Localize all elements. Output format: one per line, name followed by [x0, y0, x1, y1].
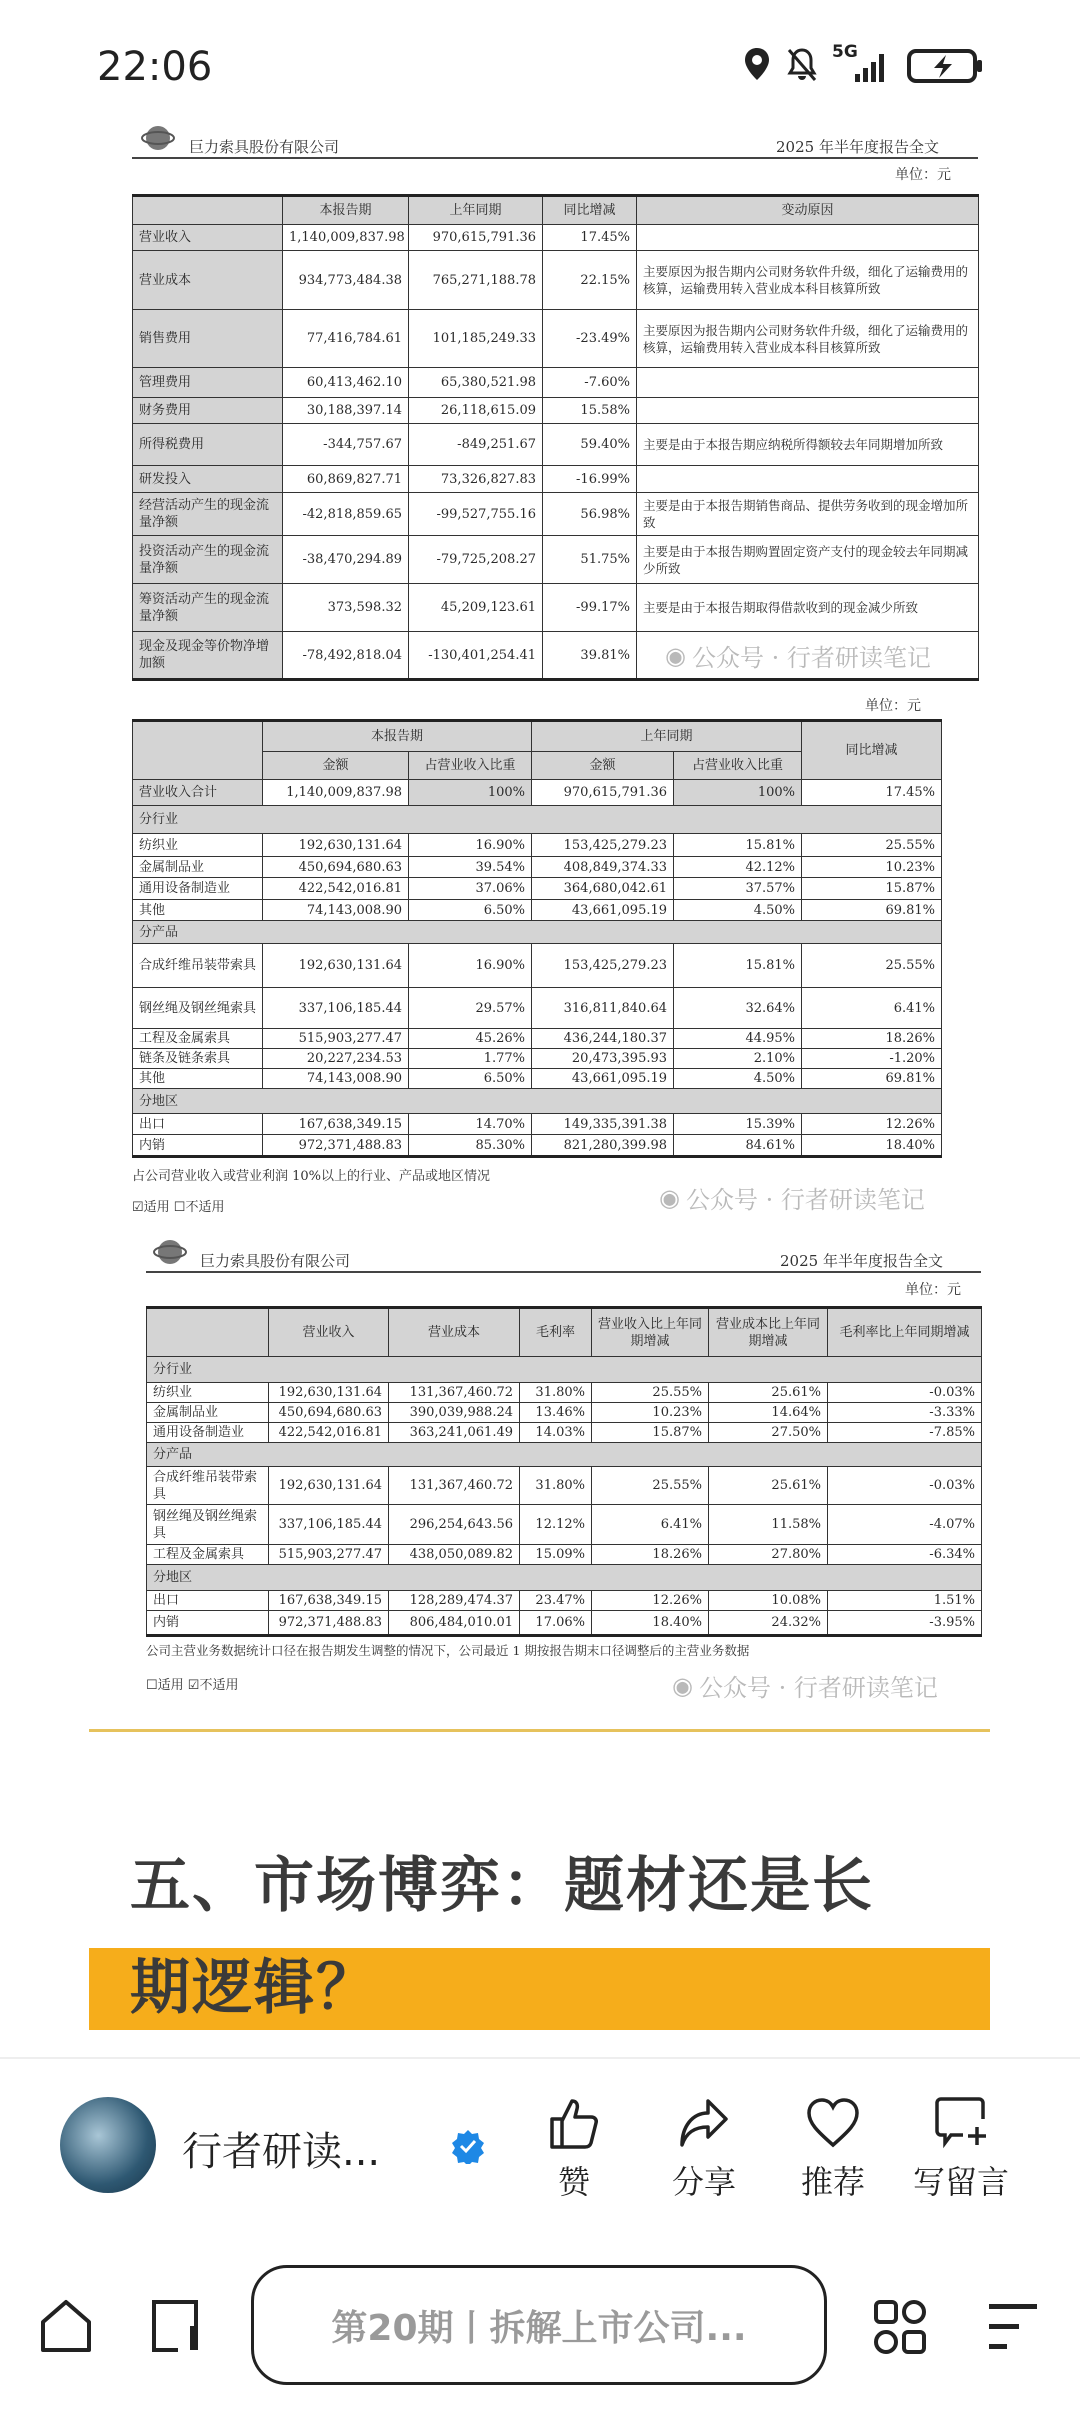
- item-label: 筹资活动产生的现金流量净额: [133, 584, 283, 632]
- section-row: [133, 806, 942, 834]
- column-header: 上年同期: [409, 196, 543, 225]
- cost: 363,241,061.49: [389, 1423, 520, 1443]
- yoy-change: 25.55%: [802, 834, 942, 857]
- yoy-change: 59.40%: [543, 424, 637, 466]
- current-share: 14.70%: [409, 1114, 532, 1135]
- item-label: 销售费用: [133, 310, 283, 368]
- cost: 131,367,460.72: [389, 1383, 520, 1403]
- yoy-change: 6.41%: [802, 988, 942, 1029]
- revenue: 167,638,349.15: [269, 1591, 389, 1611]
- revenue-yoy: 25.55%: [592, 1383, 709, 1403]
- current-period-value: -344,757.67: [283, 424, 409, 466]
- section-heading-line-2: 期逻辑？: [130, 1953, 378, 2023]
- change-reason: 主要原因为报告期内公司财务软件升级，细化了运输费用的核算，运输费用转入营业成本科目核算所致: [637, 251, 979, 310]
- current-share: 85.30%: [409, 1135, 532, 1157]
- revenue-yoy: 12.26%: [592, 1591, 709, 1611]
- table-row: [133, 424, 979, 466]
- table-row: [133, 1114, 942, 1135]
- item-label: 合成纤维吊装带索具: [147, 1467, 269, 1505]
- prior-period-value: 45,209,123.61: [409, 584, 543, 632]
- revenue-breakdown-table: [132, 719, 942, 1158]
- signal-icon: [835, 50, 895, 86]
- table-header-row: [133, 196, 979, 225]
- item-label: 合成纤维吊装带索具: [133, 944, 263, 988]
- company-logo-icon: [140, 120, 180, 152]
- cost-yoy: 25.61%: [709, 1383, 828, 1403]
- table-row: [133, 225, 979, 251]
- table-row: [133, 878, 942, 900]
- unit-label: 单位：元: [865, 698, 921, 714]
- header-rule: [146, 1271, 981, 1273]
- current-period-value: 77,416,784.61: [283, 310, 409, 368]
- table-row: [133, 834, 942, 857]
- prior-period-value: -79,725,208.27: [409, 536, 543, 584]
- current-amount: 422,542,016.81: [263, 878, 409, 900]
- current-share: 6.50%: [409, 900, 532, 921]
- yoy-change: 69.81%: [802, 900, 942, 921]
- cost-yoy: 25.61%: [709, 1467, 828, 1505]
- header-share: 占营业收入比重: [674, 752, 802, 780]
- change-reason: 主要是由于本报告期购置固定资产支付的现金较去年同期减少所致: [637, 536, 979, 584]
- prior-amount: 821,280,399.98: [532, 1135, 674, 1157]
- header-yoy: 同比增减: [802, 721, 942, 780]
- item-label: 链条及链条索具: [133, 1049, 263, 1069]
- section-label: 分产品: [133, 921, 942, 944]
- margin-yoy: -0.03%: [828, 1467, 982, 1505]
- current-amount: 337,106,185.44: [263, 988, 409, 1029]
- item-label: 其他: [133, 900, 263, 921]
- table-row: [147, 1611, 982, 1636]
- item-label: 现金及现金等价物净增加额: [133, 632, 283, 680]
- item-label: 钢丝绳及钢丝绳索具: [133, 988, 263, 1029]
- table-row: [147, 1545, 982, 1565]
- yoy-change: -16.99%: [543, 466, 637, 493]
- current-period-value: -38,470,294.89: [283, 536, 409, 584]
- item-label: 研发投入: [133, 466, 283, 493]
- current-amount: 192,630,131.64: [263, 834, 409, 857]
- column-header: 毛利率: [520, 1308, 592, 1357]
- home-icon[interactable]: [38, 2298, 94, 2354]
- yoy-change: 15.87%: [802, 878, 942, 900]
- gross-margin: 31.80%: [520, 1383, 592, 1403]
- table-row: [133, 988, 942, 1029]
- yoy-change: 12.26%: [802, 1114, 942, 1135]
- revenue: 337,106,185.44: [269, 1505, 389, 1545]
- prior-amount: 436,244,180.37: [532, 1029, 674, 1049]
- item-label: 出口: [147, 1591, 269, 1611]
- cost-yoy: 14.64%: [709, 1403, 828, 1423]
- share-arrow-icon: [676, 2095, 732, 2151]
- revenue: 192,630,131.64: [269, 1467, 389, 1505]
- cost: 438,050,089.82: [389, 1545, 520, 1565]
- table-row: [133, 310, 979, 368]
- cost: 128,289,474.37: [389, 1591, 520, 1611]
- like-button[interactable]: 赞: [519, 2095, 629, 2203]
- current-period-value: 1,140,009,837.98: [283, 225, 409, 251]
- current-amount: 192,630,131.64: [263, 944, 409, 988]
- table-row: [133, 900, 942, 921]
- yoy-change: 15.58%: [543, 398, 637, 424]
- header-rule: [132, 157, 978, 159]
- report-title: 2025 年半年度报告全文: [780, 1252, 943, 1270]
- table-row: [147, 1591, 982, 1611]
- item-label: 营业收入合计: [133, 780, 263, 806]
- column-header: 变动原因: [637, 196, 979, 225]
- yoy-change: -99.17%: [543, 584, 637, 632]
- page-title: 第20期丨拆解上市公司...: [331, 2307, 747, 2349]
- prior-share: 15.81%: [674, 944, 802, 988]
- revenue: 515,903,277.47: [269, 1545, 389, 1565]
- cost: 296,254,643.56: [389, 1505, 520, 1545]
- prior-share: 32.64%: [674, 988, 802, 1029]
- prior-amount: 153,425,279.23: [532, 944, 674, 988]
- comment-button[interactable]: 写留言: [906, 2095, 1016, 2203]
- prior-period-value: -99,527,755.16: [409, 493, 543, 536]
- yoy-change: 18.40%: [802, 1135, 942, 1157]
- section-divider: [89, 1729, 990, 1732]
- header-amount: 金额: [532, 752, 674, 780]
- current-share: 45.26%: [409, 1029, 532, 1049]
- item-label: 工程及金属索具: [147, 1545, 269, 1565]
- menu-icon[interactable]: [985, 2300, 1041, 2354]
- prior-period-value: -849,251.67: [409, 424, 543, 466]
- cost-yoy: 24.32%: [709, 1611, 828, 1636]
- header-current-period: 本报告期: [263, 721, 532, 752]
- item-label: 纺织业: [133, 834, 263, 857]
- revenue: 450,694,680.63: [269, 1403, 389, 1423]
- item-label: 经营活动产生的现金流量净额: [133, 493, 283, 536]
- prior-share: 44.95%: [674, 1029, 802, 1049]
- table-row: [133, 493, 979, 536]
- current-amount: 167,638,349.15: [263, 1114, 409, 1135]
- prior-period-value: 73,326,827.83: [409, 466, 543, 493]
- company-name: 巨力索具股份有限公司: [200, 1252, 351, 1270]
- table-note: 占公司营业收入或营业利润 10%以上的行业、产品或地区情况: [132, 1169, 491, 1184]
- section-row: [147, 1565, 982, 1591]
- column-header: [133, 196, 283, 225]
- change-reason: [637, 398, 979, 424]
- prior-share: 15.39%: [674, 1114, 802, 1135]
- address-bar[interactable]: [251, 2265, 827, 2385]
- unit-label: 单位：元: [905, 1282, 961, 1298]
- revenue-yoy: 25.55%: [592, 1467, 709, 1505]
- current-share: 39.54%: [409, 857, 532, 878]
- prior-period-value: 970,615,791.36: [409, 225, 543, 251]
- header-share: 占营业收入比重: [409, 752, 532, 780]
- prior-period-value: 26,118,615.09: [409, 398, 543, 424]
- yoy-change: 17.45%: [543, 225, 637, 251]
- margin-yoy: 1.51%: [828, 1591, 982, 1611]
- verified-badge-icon: [450, 2128, 486, 2164]
- cost-yoy: 10.08%: [709, 1591, 828, 1611]
- yoy-change: 56.98%: [543, 493, 637, 536]
- item-label: 纺织业: [147, 1383, 269, 1403]
- section-label: 分行业: [147, 1357, 982, 1383]
- item-label: 金属制品业: [147, 1403, 269, 1423]
- table-row: [133, 1069, 942, 1089]
- yoy-change: 17.45%: [802, 780, 942, 806]
- column-header: 营业成本: [389, 1308, 520, 1357]
- segment-margin-table: [146, 1306, 982, 1637]
- financial-changes-table: [132, 194, 979, 681]
- current-period-value: 60,413,462.10: [283, 368, 409, 398]
- prior-amount: 43,661,095.19: [532, 1069, 674, 1089]
- margin-yoy: -6.34%: [828, 1545, 982, 1565]
- table-row: [133, 368, 979, 398]
- prior-amount: 316,811,840.64: [532, 988, 674, 1029]
- prior-amount: 408,849,374.33: [532, 857, 674, 878]
- heart-icon: [805, 2095, 861, 2151]
- gross-margin: 14.03%: [520, 1423, 592, 1443]
- gross-margin: 23.47%: [520, 1591, 592, 1611]
- revenue-yoy: 10.23%: [592, 1403, 709, 1423]
- table-row: [147, 1423, 982, 1443]
- wechat-icon: ◉: [665, 641, 686, 670]
- revenue: 192,630,131.64: [269, 1383, 389, 1403]
- section-row: [133, 1089, 942, 1114]
- column-header: 营业成本比上年同期增减: [709, 1308, 828, 1357]
- column-header: 本报告期: [283, 196, 409, 225]
- table-row: [133, 466, 979, 493]
- company-name: 巨力索具股份有限公司: [189, 138, 340, 156]
- applicability-checkbox: ☑适用 ☐不适用: [132, 1200, 225, 1215]
- gross-margin: 12.12%: [520, 1505, 592, 1545]
- prior-share: 37.57%: [674, 878, 802, 900]
- prior-amount: 364,680,042.61: [532, 878, 674, 900]
- cost-yoy: 27.80%: [709, 1545, 828, 1565]
- table-row: [133, 584, 979, 632]
- table-row: [147, 1467, 982, 1505]
- item-label: 管理费用: [133, 368, 283, 398]
- revenue: 972,371,488.83: [269, 1611, 389, 1636]
- header-blank: [133, 721, 263, 780]
- current-amount: 74,143,008.90: [263, 1069, 409, 1089]
- yoy-change: 69.81%: [802, 1069, 942, 1089]
- network-type: 5G: [832, 42, 858, 62]
- item-label: 内销: [147, 1611, 269, 1636]
- current-period-value: 60,869,827.71: [283, 466, 409, 493]
- prior-amount: 43,661,095.19: [532, 900, 674, 921]
- header-amount: 金额: [263, 752, 409, 780]
- yoy-change: 51.75%: [543, 536, 637, 584]
- prior-amount: 153,425,279.23: [532, 834, 674, 857]
- table-row: [133, 1029, 942, 1049]
- current-amount: 1,140,009,837.98: [263, 780, 409, 806]
- location-icon: [742, 46, 772, 82]
- column-header: 同比增减: [543, 196, 637, 225]
- current-share: 1.77%: [409, 1049, 532, 1069]
- current-share: 6.50%: [409, 1069, 532, 1089]
- cost-yoy: 27.50%: [709, 1423, 828, 1443]
- change-reason: [637, 466, 979, 493]
- change-reason: 主要是由于本报告期销售商品、提供劳务收到的现金增加所致: [637, 493, 979, 536]
- item-label: 营业收入: [133, 225, 283, 251]
- prior-share: 15.81%: [674, 834, 802, 857]
- watermark: ◉ 公众号 · 行者研读笔记: [659, 1183, 925, 1214]
- table-row: [133, 780, 942, 806]
- battery-charging-icon: [906, 48, 986, 84]
- prior-share: 42.12%: [674, 857, 802, 878]
- table-row: [147, 1403, 982, 1423]
- yoy-change: 10.23%: [802, 857, 942, 878]
- table-row: [147, 1505, 982, 1545]
- table-row: [133, 857, 942, 878]
- item-label: 出口: [133, 1114, 263, 1135]
- current-period-value: 373,598.32: [283, 584, 409, 632]
- prior-period-value: 101,185,249.33: [409, 310, 543, 368]
- current-amount: 20,227,234.53: [263, 1049, 409, 1069]
- current-share: 100%: [409, 780, 532, 806]
- margin-yoy: -3.33%: [828, 1403, 982, 1423]
- yoy-change: 39.81%: [543, 632, 637, 680]
- revenue-yoy: 15.87%: [592, 1423, 709, 1443]
- watermark: ◉ 公众号 · 行者研读笔记: [665, 641, 931, 672]
- column-header: [147, 1308, 269, 1357]
- gross-margin: 17.06%: [520, 1611, 592, 1636]
- prior-period-value: 765,271,188.78: [409, 251, 543, 310]
- section-label: 分产品: [147, 1443, 982, 1467]
- change-reason: [637, 225, 979, 251]
- wechat-icon: ◉: [672, 1671, 693, 1700]
- cost: 806,484,010.01: [389, 1611, 520, 1636]
- item-label: 工程及金属索具: [133, 1029, 263, 1049]
- prior-share: 4.50%: [674, 900, 802, 921]
- share-button[interactable]: 分享: [649, 2095, 759, 2203]
- item-label: 钢丝绳及钢丝绳索具: [147, 1505, 269, 1545]
- yoy-change: 18.26%: [802, 1029, 942, 1049]
- yoy-change: -23.49%: [543, 310, 637, 368]
- section-row: [133, 921, 942, 944]
- author-avatar[interactable]: [60, 2097, 156, 2193]
- prior-amount: 20,473,395.93: [532, 1049, 674, 1069]
- item-label: 其他: [133, 1069, 263, 1089]
- table-row: [133, 944, 942, 988]
- table-header-row: [147, 1308, 982, 1357]
- mute-bell-icon: [785, 46, 819, 82]
- item-label: 金属制品业: [133, 857, 263, 878]
- gross-margin: 31.80%: [520, 1467, 592, 1505]
- margin-yoy: -7.85%: [828, 1423, 982, 1443]
- table-row: [147, 1383, 982, 1403]
- current-share: 16.90%: [409, 834, 532, 857]
- current-period-value: 30,188,397.14: [283, 398, 409, 424]
- unit-label: 单位：元: [895, 167, 951, 183]
- gross-margin: 15.09%: [520, 1545, 592, 1565]
- status-time: 22:06: [97, 44, 213, 90]
- item-label: 财务费用: [133, 398, 283, 424]
- item-label: 内销: [133, 1135, 263, 1157]
- current-share: 29.57%: [409, 988, 532, 1029]
- change-reason: 主要原因为报告期内公司财务软件升级，细化了运输费用的核算，运输费用转入营业成本科目核算所致: [637, 310, 979, 368]
- prior-share: 4.50%: [674, 1069, 802, 1089]
- section-label: 分行业: [133, 806, 942, 834]
- revenue-yoy: 18.40%: [592, 1611, 709, 1636]
- table-row: [133, 536, 979, 584]
- section-row: [147, 1357, 982, 1383]
- header-prior-period: 上年同期: [532, 721, 802, 752]
- revenue-yoy: 6.41%: [592, 1505, 709, 1545]
- current-amount: 450,694,680.63: [263, 857, 409, 878]
- section-label: 分地区: [133, 1089, 942, 1114]
- current-amount: 74,143,008.90: [263, 900, 409, 921]
- revenue-yoy: 18.26%: [592, 1545, 709, 1565]
- thumbs-up-icon: [546, 2095, 602, 2151]
- change-reason: 主要是由于本报告期应纳税所得额较去年同期增加所致: [637, 424, 979, 466]
- recommend-button[interactable]: 推荐: [778, 2095, 888, 2203]
- wechat-icon: ◉: [659, 1183, 680, 1212]
- margin-yoy: -3.95%: [828, 1611, 982, 1636]
- table-row: [133, 1135, 942, 1157]
- yoy-change: 22.15%: [543, 251, 637, 310]
- current-amount: 972,371,488.83: [263, 1135, 409, 1157]
- prior-period-value: 65,380,521.98: [409, 368, 543, 398]
- action-bar-divider: [0, 2057, 1080, 2059]
- yoy-change: -1.20%: [802, 1049, 942, 1069]
- section-row: [147, 1443, 982, 1467]
- prior-amount: 149,335,391.38: [532, 1114, 674, 1135]
- current-share: 37.06%: [409, 878, 532, 900]
- cost-yoy: 11.58%: [709, 1505, 828, 1545]
- company-logo-icon: [152, 1234, 192, 1266]
- current-period-value: -42,818,859.65: [283, 493, 409, 536]
- author-name[interactable]: 行者研读...: [182, 2129, 381, 2175]
- gross-margin: 13.46%: [520, 1403, 592, 1423]
- prior-share: 2.10%: [674, 1049, 802, 1069]
- item-label: 通用设备制造业: [147, 1423, 269, 1443]
- revenue: 422,542,016.81: [269, 1423, 389, 1443]
- prior-amount: 970,615,791.36: [532, 780, 674, 806]
- applicability-checkbox: ☐适用 ☑不适用: [146, 1678, 239, 1693]
- current-period-value: -78,492,818.04: [283, 632, 409, 680]
- item-label: 通用设备制造业: [133, 878, 263, 900]
- item-label: 所得税费用: [133, 424, 283, 466]
- watermark: ◉ 公众号 · 行者研读笔记: [672, 1671, 938, 1702]
- change-reason: 主要是由于本报告期取得借款收到的现金减少所致: [637, 584, 979, 632]
- table-row: [133, 251, 979, 310]
- column-header: 毛利率比上年同期增减: [828, 1308, 982, 1357]
- apps-grid-icon[interactable]: [872, 2298, 930, 2356]
- column-header: 营业收入比上年同期增减: [592, 1308, 709, 1357]
- section-heading-line-1: 五、市场博弈：题材还是长: [130, 1851, 874, 1921]
- change-reason: [637, 368, 979, 398]
- margin-yoy: -4.07%: [828, 1505, 982, 1545]
- item-label: 营业成本: [133, 251, 283, 310]
- item-label: 投资活动产生的现金流量净额: [133, 536, 283, 584]
- table-row: [133, 1049, 942, 1069]
- current-period-value: 934,773,484.38: [283, 251, 409, 310]
- cost: 390,039,988.24: [389, 1403, 520, 1423]
- table-note: 公司主营业务数据统计口径在报告期发生调整的情况下，公司最近 1 期按报告期末口径调整后的主营业务数据: [146, 1643, 750, 1658]
- report-title: 2025 年半年度报告全文: [776, 138, 939, 156]
- margin-yoy: -0.03%: [828, 1383, 982, 1403]
- table-row: [133, 398, 979, 424]
- tabs-icon[interactable]: [148, 2298, 204, 2354]
- column-header: 营业收入: [269, 1308, 389, 1357]
- current-share: 16.90%: [409, 944, 532, 988]
- cost: 131,367,460.72: [389, 1467, 520, 1505]
- yoy-change: -7.60%: [543, 368, 637, 398]
- prior-period-value: -130,401,254.41: [409, 632, 543, 680]
- current-amount: 515,903,277.47: [263, 1029, 409, 1049]
- prior-share: 100%: [674, 780, 802, 806]
- section-label: 分地区: [147, 1565, 982, 1591]
- yoy-change: 25.55%: [802, 944, 942, 988]
- add-comment-icon: [933, 2095, 989, 2151]
- prior-share: 84.61%: [674, 1135, 802, 1157]
